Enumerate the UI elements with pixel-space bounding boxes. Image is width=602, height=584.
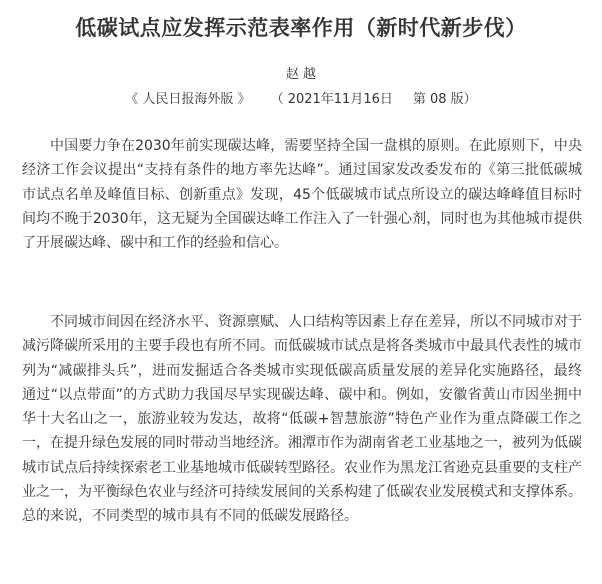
article-title: 低碳试点应发挥示范表率作用（新时代新步伐）	[75, 16, 527, 40]
article-source	[0, 88, 602, 107]
source-publication: 《 人民日报海外版 》	[125, 92, 251, 107]
article-paragraph: 不同城市间因在经济水平、资源禀赋、人口结构等因素上存在差异，所以不同城市对于减污降碳所采用的主要手段也有所不同。而低碳城市试点是将各类城市中最具代表性的城市列为“减碳排头兵”，进而发掘适合各类城市实现低碳高质量发展的差异化实施路径，最终通过“以点带面”的方式助力我国尽早实现碳达峰、碳中和。例如，安徽省黄山市因坐拥中华十大名山之一，旅游业较为发达，故将“低碳+智慧旅游”特色产业作为重点降碳工作之一，在提升绿色发展的同时带动当地经济。湘潭市作为湖南省老工业基地之一，被列为低碳城市试点后持续探索老工业基地城市低碳转型路径。农业作为黑龙江省逊克县重要的支柱产业之一，为平衡绿色农业与经济可持续发展间的关系构建了低碳农业发展模式和支撑体系。总的来说，不同类型的城市具有不同的低碳发展路径。	[22, 314, 582, 525]
source-page: 第 08 版）	[412, 92, 477, 107]
article-paragraph: 中国要力争在2030年前实现碳达峰，需要坚持全国一盘棋的原则。在此原则下，中央经济工作会议提出“支持有条件的地方率先达峰”。通过国家发改委发布的《第三批低碳城市试点名单及峰值目标、创新重点》发现，45个低碳城市试点所设立的碳达峰峰值目标时间均不晚于2030年，这无疑为全国碳达峰工作注入了一针强心剂，同时也为其他城市提供了开展碳达峰、碳中和工作的经验和信心。	[22, 138, 582, 252]
source-date: （ 2021年11月16日	[270, 92, 393, 107]
article-author: 赵 越	[285, 67, 317, 82]
